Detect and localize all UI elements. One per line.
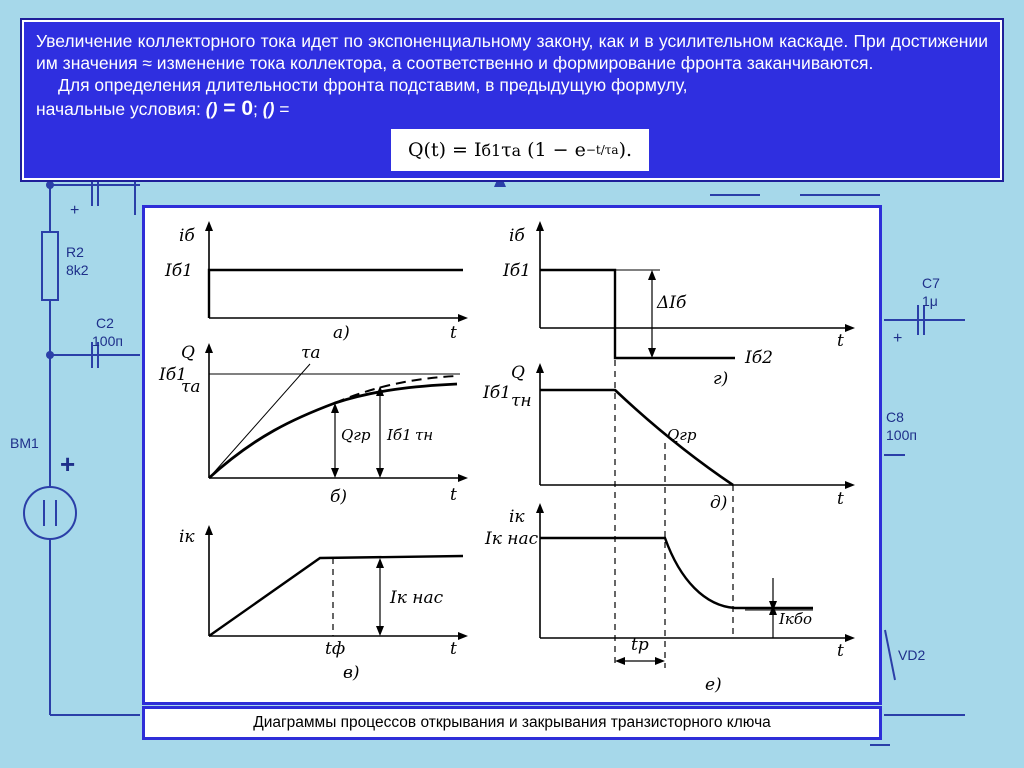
label-b-ylabel: Q	[181, 343, 195, 363]
bm1-plus: +	[60, 449, 76, 479]
formula-lhs: Q(t) = I	[407, 139, 482, 161]
label-a-tag: а)	[333, 323, 350, 343]
label-e-ylabel: iк	[509, 507, 525, 527]
timing-diagrams	[145, 208, 879, 702]
label-g-level1: Iб1	[503, 261, 531, 281]
paragraph-front-duration: Для определения длительности фронта подставим, в предыдущую формулу,	[58, 75, 688, 95]
equals-sign: =	[274, 99, 290, 119]
c7-label: C7	[922, 275, 940, 291]
label-g-t: t	[837, 331, 844, 351]
formula-sub-b1: б1	[481, 140, 502, 160]
c2-value: 100п	[92, 333, 123, 349]
label-d-ylabel: Q	[511, 363, 525, 383]
label-e-tr: tр	[631, 635, 649, 655]
label-b-qgr: Qгр	[341, 426, 371, 444]
label-b-tau: τa	[301, 343, 321, 363]
label-g-delta: ΔIб	[657, 293, 687, 313]
label-e-ikbo: Iкбо	[779, 610, 813, 628]
label-b-t: t	[450, 485, 457, 505]
curve-g-ib	[540, 270, 735, 358]
label-d-qgr: Qгр	[667, 426, 697, 444]
label-a-level: Iб1	[165, 261, 193, 281]
label-d-t: t	[837, 489, 844, 509]
c8-label: C8	[886, 409, 904, 425]
bm1-label: BM1	[10, 435, 39, 451]
formula-exponent: −t/τa	[585, 143, 619, 157]
label-v-tf: tф	[325, 639, 346, 659]
label-d-level1: Iб1	[483, 383, 511, 403]
separator: ;	[253, 99, 263, 119]
initial-conditions-prefix: начальные условия:	[36, 99, 206, 119]
label-g-ylabel: iб	[509, 226, 525, 246]
label-v-tag: в)	[343, 663, 360, 683]
label-v-ylabel: iк	[179, 527, 195, 547]
c7-plus: +	[893, 330, 903, 347]
label-d-level2: τн	[511, 391, 532, 411]
label-v-sat: Iк нас	[390, 588, 444, 608]
r2-label: R2	[66, 244, 84, 260]
label-b-sat2: τн	[415, 426, 434, 444]
label-g-tag: г)	[713, 369, 729, 389]
formula-bracket: (1 − e	[527, 139, 586, 161]
vd2-label: VD2	[898, 647, 926, 663]
label-b-sat1: Iб1	[387, 426, 412, 444]
c8-value: 100п	[886, 427, 917, 443]
paragraph-exponential-growth: Увеличение коллекторного тока идет по экспоненциальному закону, как и в усилительном каскаде. При достижении им значения ≈ изменение тока коллектора, а соответственно и формирование фронта заканчиваются.	[36, 31, 988, 73]
label-v-t: t	[450, 639, 457, 659]
diagram-caption: Диаграммы процессов открывания и закрывания транзисторного ключа	[142, 706, 882, 740]
r2-value: 8k2	[66, 262, 89, 278]
curve-e-ik	[540, 538, 813, 608]
label-d-tag: д)	[710, 493, 728, 513]
condition-2: ()	[262, 99, 275, 119]
charge-formula	[391, 129, 649, 171]
c2-label: C2	[96, 315, 114, 331]
timing-diagrams-panel	[142, 205, 882, 705]
label-g-level2: Iб2	[745, 348, 773, 368]
label-e-tag: е)	[705, 675, 722, 695]
initial-conditions-line	[36, 98, 988, 120]
c7-value: 1μ	[922, 293, 938, 309]
formula-close: ).	[618, 139, 633, 161]
formula-sub-a: a	[511, 140, 522, 160]
equals-zero: = 0	[217, 97, 254, 120]
label-e-t: t	[837, 641, 844, 661]
formula-tau: τ	[501, 139, 512, 161]
label-b-tag: б)	[330, 487, 348, 507]
label-b-level1: Iб1	[159, 365, 187, 385]
condition-1: ()	[205, 99, 218, 119]
label-e-sat: Iк нас	[485, 529, 539, 549]
cap-plus: +	[70, 202, 80, 219]
label-a-ylabel: iб	[179, 226, 195, 246]
label-b-level2: τa	[181, 377, 201, 397]
label-a-t: t	[450, 323, 457, 343]
curve-d-q	[540, 390, 733, 485]
curve-a-ib	[209, 270, 463, 318]
